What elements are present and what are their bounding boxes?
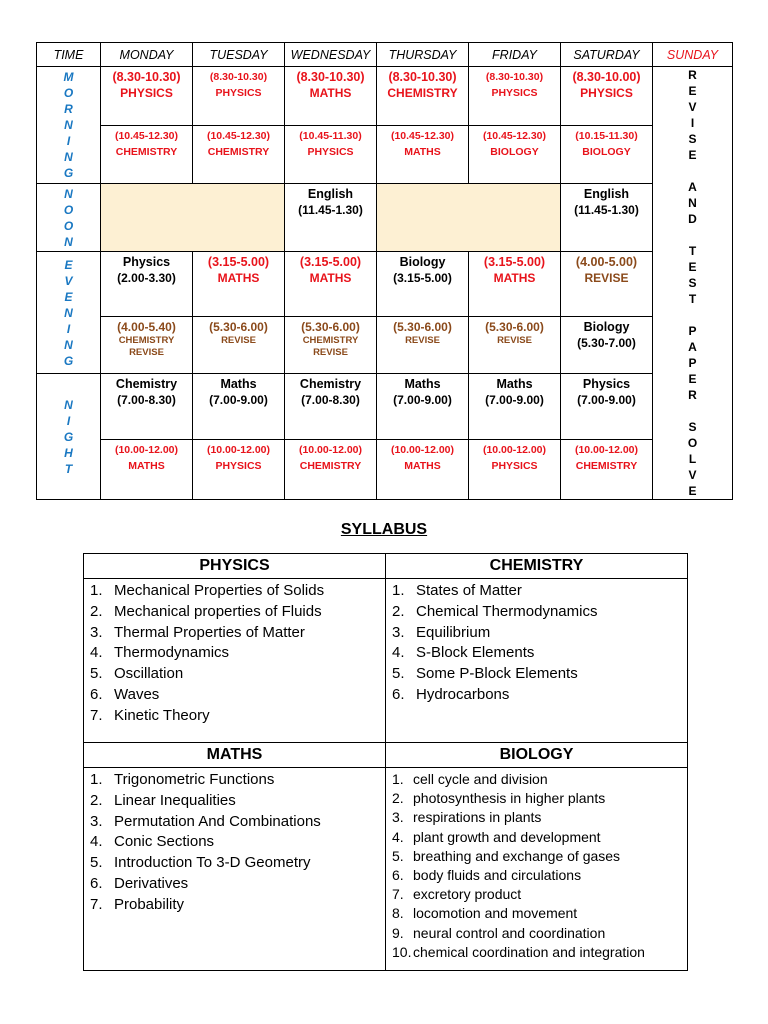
vertical-letter [653,163,732,179]
list-item [392,904,687,923]
slot-subject: REVISE [405,335,440,346]
slot-time: (8.30-10.30) [209,71,268,83]
maths-heading: MATHS [84,743,386,768]
vertical-letter: S [688,276,697,290]
list-number: 5. [90,854,103,872]
list-number: 6. [392,685,405,703]
vertical-letter: N [64,186,73,201]
slot-subject: CHEMISTRY [387,86,458,100]
vertical-letter: E [64,257,73,272]
list-text: cell cycle and division [413,771,548,787]
vertical-letter: N [64,305,73,320]
slot-cell [193,317,285,374]
vertical-letter: R [688,388,697,402]
slot-cell [377,317,469,374]
list-item [90,664,385,685]
list-number: 2. [392,602,405,620]
vertical-letter: P [688,324,697,338]
slot-time: (8.30-10.30) [485,71,544,83]
list-text: plant growth and development [413,828,601,845]
slot-cell [469,374,561,440]
list-number: 3. [392,623,405,641]
list-item [90,643,385,664]
slot-subject: BIOLOGY [582,146,631,158]
slot-time: (8.30-10.30) [112,70,181,84]
row-morning-1 [37,67,733,126]
vertical-letter: N [64,234,73,249]
list-number: 1. [90,582,103,599]
vertical-letter [653,403,732,419]
list-text: neural control and coordination [413,924,606,941]
slot-subject: PHYSICS [580,86,633,100]
syllabus-title: SYLLABUS [340,521,428,538]
vertical-letter: M [63,70,74,84]
slot-time: (2.00-3.30) [117,271,176,285]
list-item [90,770,385,791]
vertical-letter: I [690,116,695,130]
list-item [392,685,687,706]
slot-cell [377,67,469,126]
list-text: Kinetic Theory [114,706,210,724]
list-item [90,581,385,602]
vertical-letter: N [688,196,697,210]
timetable-header-row [37,43,733,67]
row-evening-2 [37,317,733,374]
list-item [90,791,385,812]
vertical-letter: E [688,372,697,386]
slot-subject: PHYSICS [491,460,538,472]
slot-subject: MATHS [128,460,165,472]
syllabus-table [83,553,688,971]
vertical-letter: S [688,420,697,434]
slot-time: (10.45-11.30) [299,130,362,142]
vertical-letter: V [688,100,697,114]
slot-time: (10.00-12.00) [206,444,271,456]
header-saturday: SATURDAY [561,43,653,67]
vertical-letter: R [688,68,697,82]
slot-cell [377,126,469,184]
slot-cell [101,252,193,317]
list-number: 2. [90,602,103,620]
list-number: 4. [392,644,405,662]
slot-subject: REVISE [584,271,629,285]
slot-note: REVISE [313,347,348,358]
slot-time: (5.30-6.00) [393,320,452,334]
vertical-letter [653,307,732,323]
vertical-letter: N [64,397,73,412]
slot-subject: Maths [496,377,533,391]
biology-topics [386,768,688,971]
list-text: Thermodynamics [114,644,230,662]
slot-time: (4.00-5.40) [117,320,176,334]
list-item [90,685,385,706]
maths-topics [84,768,386,971]
slot-time: (3.15-5.00) [207,255,270,269]
slot-time: (8.30-10.30) [296,70,365,84]
slot-subject: PHYSICS [120,86,173,100]
noon-empty-block-1 [101,184,285,252]
list-item [392,602,687,623]
slot-cell [193,440,285,500]
slot-subject: CHEMISTRY [118,335,175,346]
slot-time: (7.00-9.00) [485,393,544,407]
vertical-letter: I [66,413,71,428]
physics-list [84,581,385,727]
slot-subject: English [583,187,630,201]
slot-cell [285,317,377,374]
vertical-letter: E [688,148,697,162]
noon-empty-block-2 [377,184,561,252]
slot-subject: CHEMISTRY [207,146,270,158]
slot-cell [285,440,377,500]
list-item [90,853,385,874]
vertical-letter: O [63,202,74,217]
list-item [392,623,687,644]
slot-note: REVISE [129,347,164,358]
vertical-letter: D [688,212,697,226]
period-evening [37,252,101,374]
list-number: 1. [392,582,405,599]
slot-subject: CHEMISTRY [575,460,638,472]
list-number: 10. [392,943,412,960]
list-text: photosynthesis in higher plants [413,790,606,807]
list-number: 2. [90,791,103,809]
vertical-letter: P [688,356,697,370]
slot-subject: MATHS [217,271,260,285]
slot-cell [285,67,377,126]
list-text: Mechanical Properties of Solids [114,582,325,599]
slot-subject: PHYSICS [307,146,354,158]
slot-time: (5.30-7.00) [577,336,636,350]
list-item [392,943,687,962]
slot-time: (10.45-12.30) [206,130,271,142]
slot-time: (10.00-12.00) [114,444,179,456]
slot-time: (10.00-12.00) [390,444,455,456]
slot-cell [469,126,561,184]
vertical-letter: O [63,86,74,100]
syllabus-header-row-1 [84,554,688,579]
slot-cell [469,317,561,374]
slot-time: (3.15-5.00) [483,255,546,269]
slot-cell [561,126,653,184]
timetable [36,42,733,500]
slot-subject: Physics [582,377,631,391]
slot-subject: REVISE [497,335,532,346]
slot-subject: MATHS [309,86,352,100]
maths-list [84,770,385,916]
slot-time: (10.15-11.30) [575,130,638,142]
slot-cell [377,440,469,500]
list-item [392,847,687,866]
vertical-letter: O [687,436,698,450]
slot-time: (7.00-9.00) [393,393,452,407]
list-text: locomotion and movement [413,905,578,922]
slot-cell [561,67,653,126]
slot-cell [561,252,653,317]
syllabus-body-row-1 [84,579,688,743]
vertical-letter: N [64,150,73,164]
period-noon [37,184,101,252]
slot-subject: MATHS [309,271,352,285]
row-evening-1 [37,252,733,317]
list-number: 1. [392,771,404,787]
vertical-letter: V [688,468,697,482]
list-item [90,895,385,916]
vertical-letter: N [64,337,73,352]
slot-subject: Maths [220,377,257,391]
slot-time: (5.30-6.00) [209,320,268,334]
list-item [90,602,385,623]
slot-time: (10.45-12.30) [482,130,547,142]
biology-list [386,770,687,962]
slot-cell [101,440,193,500]
chemistry-heading: CHEMISTRY [386,554,688,579]
vertical-letter: G [63,429,74,444]
list-text: excretory product [413,886,522,903]
list-number: 4. [90,833,103,851]
list-number: 5. [392,665,405,683]
list-number: 7. [392,886,404,903]
slot-time: (7.00-8.30) [301,393,360,407]
list-text: Introduction To 3-D Geometry [114,854,311,872]
list-item [392,808,687,827]
slot-cell [101,374,193,440]
slot-time: (7.00-9.00) [577,393,636,407]
list-number: 1. [90,771,103,788]
slot-cell [561,317,653,374]
vertical-letter: H [64,445,73,460]
list-number: 8. [392,905,404,922]
list-text: Trigonometric Functions [114,771,275,788]
header-friday: FRIDAY [469,43,561,67]
slot-time: (7.00-8.30) [117,393,176,407]
vertical-letter: S [688,132,697,146]
list-item [392,643,687,664]
vertical-letter: G [63,166,74,180]
slot-time: (10.45-12.30) [114,130,179,142]
slot-subject: MATHS [404,146,441,158]
vertical-letter: T [688,244,697,258]
list-item [392,789,687,808]
slot-subject: BIOLOGY [490,146,539,158]
list-number: 2. [392,790,404,807]
list-number: 6. [90,874,103,892]
list-text: chemical coordination and integration [413,943,645,960]
header-wednesday: WEDNESDAY [285,43,377,67]
period-morning [37,67,101,184]
sunday-note [653,67,733,500]
list-text: Hydrocarbons [416,685,510,703]
slot-subject: Maths [404,377,441,391]
list-item [392,924,687,943]
slot-subject: CHEMISTRY [299,460,362,472]
vertical-letter: O [63,218,74,233]
list-item [90,874,385,895]
slot-time: (3.15-5.00) [299,255,362,269]
list-text: breathing and exchange of gases [413,847,621,864]
slot-cell [285,252,377,317]
noon-wednesday [285,184,377,252]
list-item [90,623,385,644]
list-text: body fluids and circulations [413,867,582,884]
slot-cell [101,67,193,126]
slot-time: (3.15-5.00) [393,271,452,285]
row-morning-2 [37,126,733,184]
slot-cell [101,317,193,374]
slot-cell [377,374,469,440]
header-time: TIME [37,43,101,67]
slot-cell [285,374,377,440]
slot-subject: CHEMISTRY [302,335,359,346]
vertical-letter: V [64,273,73,288]
vertical-letter: A [688,340,697,354]
list-item [90,706,385,727]
list-text: Waves [114,685,160,703]
period-night [37,374,101,500]
vertical-letter: E [64,289,73,304]
list-item [392,664,687,685]
noon-saturday [561,184,653,252]
header-monday: MONDAY [101,43,193,67]
syllabus-header-row-2 [84,743,688,768]
slot-time: (11.45-1.30) [574,203,639,217]
physics-topics [84,579,386,743]
list-text: Derivatives [114,874,189,892]
slot-cell [193,126,285,184]
list-text: Some P-Block Elements [416,665,578,683]
list-number: 5. [90,665,103,683]
vertical-letter: A [688,180,697,194]
slot-subject: MATHS [404,460,441,472]
slot-time: (10.00-12.00) [482,444,547,456]
list-text: Thermal Properties of Matter [114,623,305,641]
slot-subject: Physics [122,255,171,269]
slot-subject: English [307,187,354,201]
vertical-letter [653,227,732,243]
list-number: 5. [392,847,404,864]
list-text: Probability [114,895,185,913]
vertical-letter: E [688,84,697,98]
slot-subject: Biology [583,320,630,334]
list-text: Permutation And Combinations [114,812,321,830]
vertical-letter: N [64,118,73,132]
list-number: 7. [90,895,103,913]
physics-heading: PHYSICS [84,554,386,579]
list-item [392,581,687,602]
slot-cell [469,67,561,126]
vertical-letter: G [63,353,74,368]
list-text: Conic Sections [114,833,215,851]
header-sunday: SUNDAY [653,43,733,67]
slot-cell [193,67,285,126]
slot-time: (7.00-9.00) [209,393,268,407]
list-number: 3. [90,623,103,641]
list-text: Linear Inequalities [114,791,236,809]
slot-subject: CHEMISTRY [115,146,178,158]
list-item [392,828,687,847]
header-thursday: THURSDAY [377,43,469,67]
slot-cell [561,374,653,440]
list-number: 3. [392,809,404,826]
slot-cell [469,252,561,317]
list-number: 6. [90,685,103,703]
vertical-letter: T [64,461,73,476]
slot-cell [193,252,285,317]
slot-time: (11.45-1.30) [298,203,363,217]
list-number: 9. [392,924,404,941]
vertical-letter: I [66,321,71,336]
list-number: 6. [392,867,404,884]
syllabus-body-row-2 [84,768,688,971]
row-noon [37,184,733,252]
slot-time: (4.00-5.00) [575,255,638,269]
vertical-letter: T [688,292,697,306]
list-text: Mechanical properties of Fluids [114,602,322,620]
slot-subject: REVISE [221,335,256,346]
slot-time: (5.30-6.00) [485,320,544,334]
slot-subject: PHYSICS [491,87,538,99]
list-number: 4. [90,644,103,662]
slot-time: (5.30-6.00) [301,320,360,334]
chemistry-topics [386,579,688,743]
slot-time: (10.00-12.00) [298,444,363,456]
vertical-letter: E [688,484,697,498]
row-night-1 [37,374,733,440]
slot-cell [285,126,377,184]
slot-subject: Chemistry [299,377,362,391]
list-item [392,770,687,789]
slot-subject: Chemistry [115,377,178,391]
list-text: Equilibrium [416,623,491,641]
list-item [90,832,385,853]
slot-cell [193,374,285,440]
vertical-letter: I [66,134,71,148]
slot-time: (10.00-12.00) [574,444,639,456]
list-text: Oscillation [114,665,184,683]
list-number: 4. [392,828,404,845]
list-number: 3. [90,812,103,830]
list-item [90,812,385,833]
list-item [392,866,687,885]
list-item [392,885,687,904]
list-text: States of Matter [416,582,522,599]
vertical-letter: R [64,102,73,116]
slot-cell [101,126,193,184]
list-text: Chemical Thermodynamics [416,602,598,620]
row-night-2 [37,440,733,500]
list-text: respirations in plants [413,809,542,826]
slot-subject: PHYSICS [215,87,262,99]
slot-subject: Biology [399,255,446,269]
slot-time: (10.45-12.30) [390,130,455,142]
slot-cell [561,440,653,500]
slot-cell [377,252,469,317]
slot-subject: PHYSICS [215,460,262,472]
list-number: 7. [90,706,103,724]
vertical-letter: L [688,452,697,466]
chemistry-list [386,581,687,706]
list-text: S-Block Elements [416,644,535,662]
vertical-letter: E [688,260,697,274]
slot-subject: MATHS [493,271,536,285]
slot-cell [469,440,561,500]
biology-heading: BIOLOGY [386,743,688,768]
slot-time: (8.30-10.30) [388,70,457,84]
slot-time: (8.30-10.00) [572,70,641,84]
header-tuesday: TUESDAY [193,43,285,67]
